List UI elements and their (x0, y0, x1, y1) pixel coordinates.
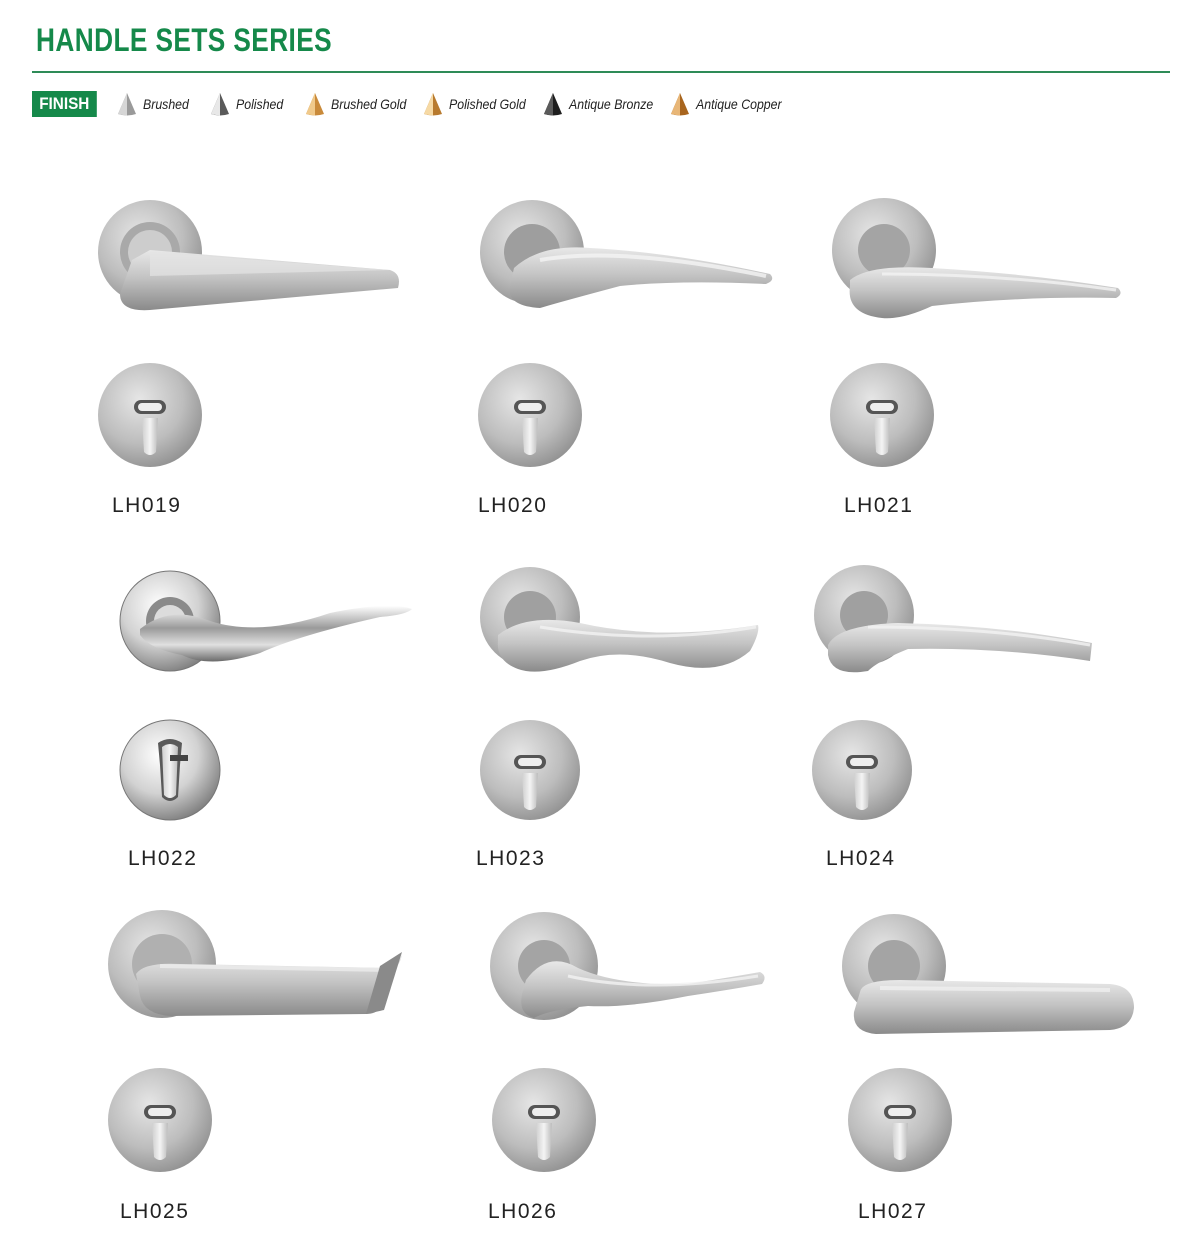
product-code: LH027 (858, 1200, 928, 1223)
finish-option-label: Polished (235, 96, 284, 112)
lever-handle-image (470, 565, 800, 855)
product-code: LH024 (826, 847, 896, 870)
finish-option-label: Brushed Gold (330, 96, 406, 112)
finish-option-polished-gold (422, 92, 536, 116)
lever-handle-image (470, 190, 800, 480)
cone-swatch-icon (304, 92, 326, 116)
finish-option-brushed-gold (304, 92, 417, 116)
product-lh023 (470, 565, 830, 905)
finish-option-brushed (116, 92, 195, 116)
page-title: HANDLE SETS SERIES (36, 22, 333, 58)
title-divider (32, 71, 1170, 73)
finish-option-label: Antique Copper (696, 96, 782, 112)
product-code: LH021 (844, 494, 914, 517)
product-code: LH023 (476, 847, 546, 870)
finish-option-polished (209, 92, 290, 116)
product-lh022 (110, 565, 470, 905)
finish-option-label: Brushed (142, 96, 189, 112)
product-lh026 (488, 910, 848, 1250)
cone-swatch-icon (542, 92, 564, 116)
product-code: LH019 (112, 494, 182, 517)
finish-option-label: Polished Gold (449, 96, 526, 112)
lever-handle-image (110, 565, 440, 855)
product-code: LH025 (120, 1200, 190, 1223)
product-lh024 (808, 565, 1168, 905)
lever-handle-image (840, 910, 1170, 1200)
finish-option-antique-copper (669, 92, 793, 116)
cone-swatch-icon (209, 92, 231, 116)
product-code: LH026 (488, 1200, 558, 1223)
cone-swatch-icon (116, 92, 138, 116)
lever-handle-image (488, 910, 818, 1200)
lever-handle-image (100, 910, 430, 1200)
product-lh027 (840, 910, 1200, 1250)
lever-handle-image (808, 565, 1138, 855)
product-lh019 (90, 190, 450, 530)
product-code: LH020 (478, 494, 548, 517)
product-lh021 (822, 190, 1182, 530)
cone-swatch-icon (422, 92, 444, 116)
product-lh025 (100, 910, 460, 1250)
finish-option-label: Antique Bronze (569, 96, 654, 112)
finish-badge: FINISH (32, 91, 97, 117)
lever-handle-image (90, 190, 420, 480)
product-code: LH022 (128, 847, 198, 870)
product-lh020 (470, 190, 830, 530)
cone-swatch-icon (669, 92, 691, 116)
lever-handle-image (822, 190, 1152, 480)
finish-legend (32, 90, 793, 118)
finish-option-antique-bronze (542, 92, 665, 116)
